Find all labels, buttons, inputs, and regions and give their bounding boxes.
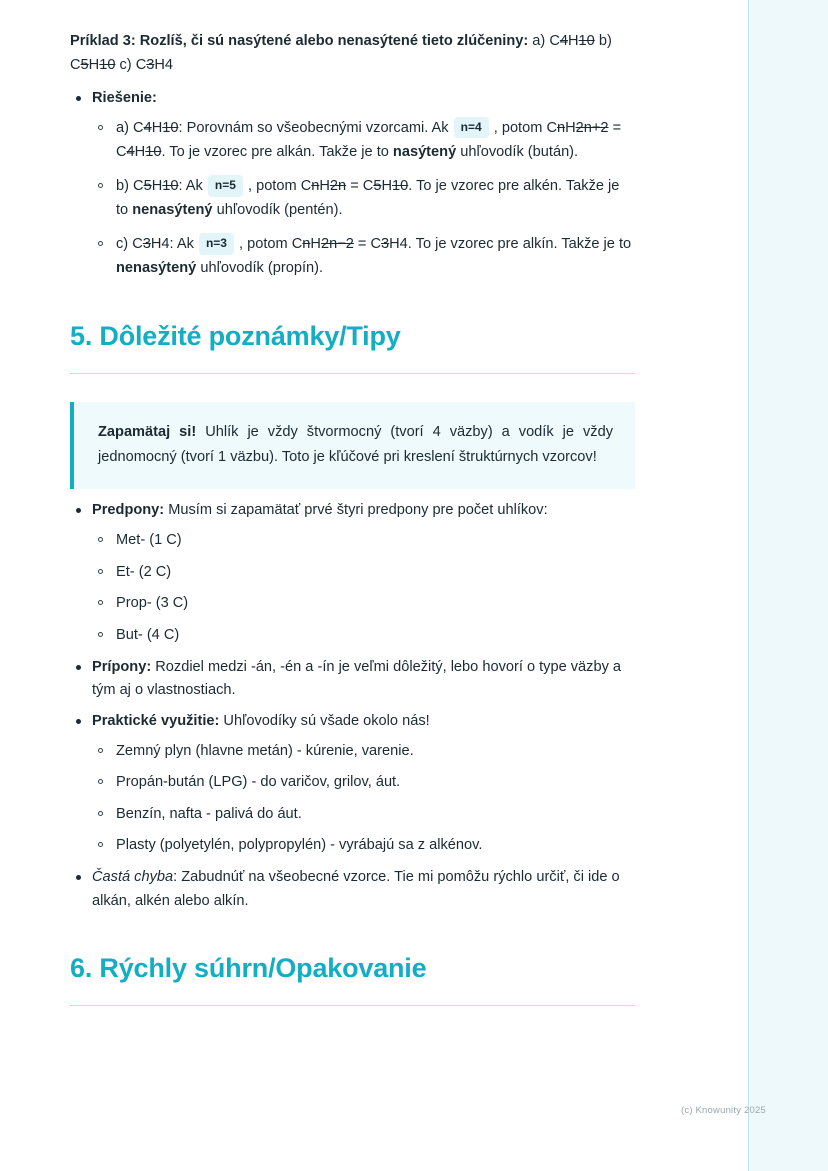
solution-a-text2: , potom CnH2n+2 = C4H10. To je vzorec pre alkán. Takže je to <box>116 119 622 160</box>
prefix-item: Et- (2 C) <box>92 561 635 585</box>
tip-suffixes <box>70 656 635 703</box>
usage-item: Propán-bután (LPG) - do varičov, grilov, áut. <box>92 771 635 795</box>
solution-a-bold: nasýtený <box>392 143 457 160</box>
tip-suffixes-text: Rozdiel medzi -án, -én a -ín je veľmi dôležitý, lebo hovorí o type väzby a tým aj o vlastnostiach. <box>92 658 622 699</box>
tip-usage-text: Uhľovodíky sú všade okolo nás! <box>223 712 430 729</box>
tip-usage <box>70 710 635 858</box>
tip-prefixes <box>70 499 635 647</box>
solution-item-b <box>92 175 635 222</box>
solution-item-c <box>92 233 635 280</box>
callout-text <box>98 420 613 472</box>
tip-suffixes-label: Prípony: <box>92 658 152 675</box>
solution-list <box>70 87 635 280</box>
solution-c-text2: , potom CnH2n−2 = C3H4. To je vzorec pre alkín. Takže je to <box>239 236 632 253</box>
solution-c-text3: uhľovodík (propín). <box>200 260 324 277</box>
usage-list <box>92 740 635 859</box>
prefix-list <box>92 529 635 648</box>
tips-list <box>70 499 635 913</box>
example-formulas: a) C4H10 b) C5H10 c) C3H4 <box>70 33 612 73</box>
example-heading <box>70 30 635 77</box>
solution-c-bold: nenasýtený <box>116 260 197 277</box>
solution-b-bold: nenasýtený <box>132 201 213 218</box>
solution-a-lead: a) C4H10 <box>116 119 179 136</box>
tip-prefixes-label: Predpony: <box>92 502 165 519</box>
solution-a-text3: uhľovodík (bután). <box>460 143 579 160</box>
solution-c-text1: : Ak <box>169 236 194 253</box>
prefix-item: Prop- (3 C) <box>92 592 635 616</box>
solution-item-a <box>92 117 635 164</box>
solution-b-text3: uhľovodík (pentén). <box>216 201 343 218</box>
solution-items <box>92 117 635 281</box>
solution-label: Riešenie: <box>92 90 157 107</box>
usage-item: Zemný plyn (hlavne metán) - kúrenie, varenie. <box>92 740 635 764</box>
footer-credit: (c) Knowunity 2025 <box>681 1105 766 1116</box>
solution-b-text2: , potom CnH2n = C5H10. To je vzorec pre alkén. Takže je to <box>116 178 620 218</box>
example-label: Príklad 3: Rozlíš, či sú nasýtené alebo nenasýtené tieto zlúčeniny: <box>70 33 529 49</box>
solution-block <box>70 87 635 280</box>
solution-b-text1: : Ak <box>178 178 203 195</box>
chip-n3: n=3 <box>199 233 234 254</box>
section-5-title: 5. Dôležité poznámky/Tipy <box>70 320 401 351</box>
chip-n5: n=5 <box>208 175 243 196</box>
solution-b-lead: b) C5H10 <box>116 178 179 195</box>
solution-a-text1: : Porovnám so všeobecnými vzorcami. Ak <box>178 119 449 136</box>
usage-item: Plasty (polyetylén, polypropylén) - vyrábajú sa z alkénov. <box>92 834 635 858</box>
prefix-item: Met- (1 C) <box>92 529 635 553</box>
prefix-item: But- (4 C) <box>92 624 635 648</box>
tip-common-mistake-text: : Zabudnúť na všeobecné vzorce. Tie mi pomôžu rýchlo určiť, či ide o alkán, alkén alebo alkín. <box>92 869 620 909</box>
tip-common-mistake-label: Častá chyba <box>92 869 174 886</box>
section-6-title: 6. Rýchly súhrn/Opakovanie <box>70 953 427 984</box>
callout-body: Uhlík je vždy štvormocný (tvorí 4 väzby) a vodík je vždy jednomocný (tvorí 1 väzbu). Toto je kľúčové pri kreslení štruktúrnych vzorcov! <box>98 423 613 466</box>
callout-bold: Zapamätaj si! <box>98 423 197 440</box>
usage-item: Benzín, nafta - palivá do áut. <box>92 803 635 827</box>
chip-n4: n=4 <box>454 117 489 138</box>
page-side-panel <box>749 0 828 1171</box>
document-content <box>70 30 635 1006</box>
tip-prefixes-text: Musím si zapamätať prvé štyri predpony pre počet uhlíkov: <box>168 502 548 519</box>
callout-remember <box>70 402 635 490</box>
solution-c-lead: c) C3H4 <box>116 236 170 253</box>
section-6-divider <box>70 1005 635 1006</box>
tip-usage-label: Praktické využitie: <box>92 712 220 729</box>
tip-common-mistake <box>70 866 635 913</box>
section-5-divider <box>70 373 635 374</box>
